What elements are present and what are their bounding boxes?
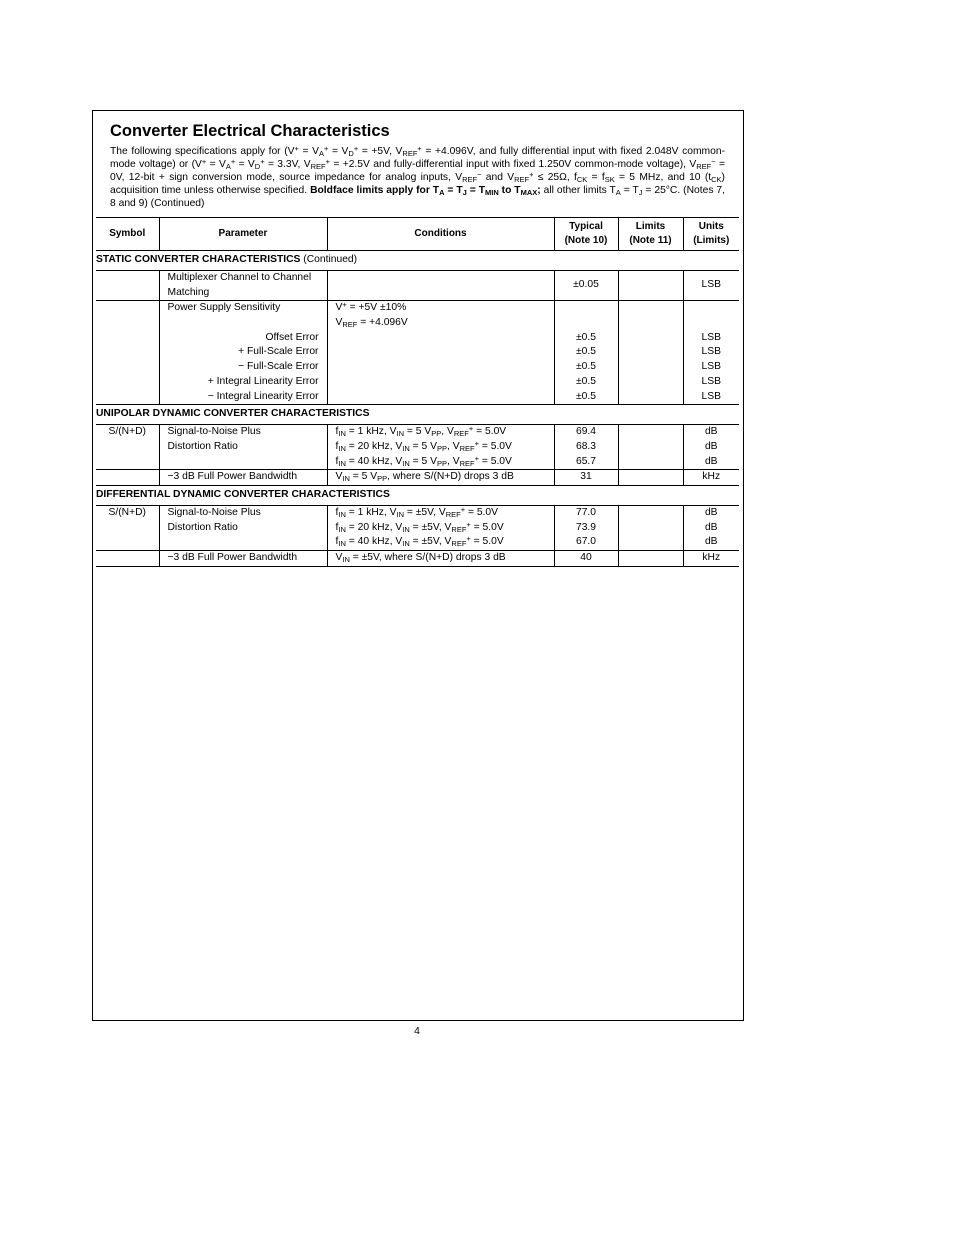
cell-symbol [96,301,159,405]
cell-units: kHz [683,470,739,486]
param-text: Distortion Ratio [167,440,238,452]
cell-parameter: −3 dB Full Power Bandwidth [159,470,327,486]
cell-units: LSB [683,271,739,301]
unit-value: dB [704,426,718,438]
typical-value: 69.4 [575,426,597,438]
typical-value: 65.7 [575,455,597,467]
unit-value: LSB [701,390,721,402]
unit-value: LSB [701,361,721,373]
cell-symbol: S/(N+D) [96,425,159,470]
condition-line: $V_{IN} = \pm 5V$, where S/(N+D) drops 3 dB [335,552,506,565]
section-title-static: STATIC CONVERTER CHARACTERISTICS (Continued) [96,251,739,271]
condition-line: $f_{IN} = 1$ kHz, $V_{IN} = \pm 5V$, $V_{REF}^+ = 5.0V$ [335,504,498,519]
table-row [96,470,739,486]
header-typical-line2: (Note 10) [564,235,608,246]
header-units-line2: (Limits) [693,235,730,246]
typical-value: 73.9 [575,521,597,533]
header-units [683,218,739,251]
unit-value: dB [704,536,718,548]
typical-value: ±0.5 [576,375,596,387]
header-limits-line2: (Note 11) [629,235,672,246]
unit-value: dB [704,440,718,452]
condition-line: $V_{REF} = +4.096V$ [335,317,408,330]
unit-value: dB [704,521,718,533]
condition-line: $f_{IN} = 40$ kHz, $V_{IN} = \pm 5V$, $V_{REF}^+ = 5.0V$ [335,534,504,549]
intro-paragraph: The following specifications apply for ($V^+ = V_A^+ = V_D^+ = +5V$, $V_{REF}^+ = +4.096V$, and fully differential input with fixed 2.048V common-mode voltage) or ($V^+ = V_A^+ = V_D^+ = 3.3V$, $V_{REF}^+ = +2.5V$ and fully-differential input with fixed 1.250V common-mode voltage), $V_{REF}^- = 0V$, 12-bit + sign conversion mode, source impedance for analog inputs, $V_{REF}^-$ and $V_{REF}^+ \le 25\Omega$, $f_{CK} = f_{SK} = 5$ MHz, and 10 $(t_{CK})$ acquisition time unless otherwise specified. Boldface limits apply for $T_A = T_J = T_{MIN}$ to $T_{MAX}$; all other limits $T_A = T_J = 25^\circ C$. (Notes 7, 8 and 9) (Continued) [110,144,725,209]
condition-line: $f_{IN} = 20$ kHz, $V_{IN} = 5$ $V_{PP}$, $V_{REF}^+ = 5.0V$ [335,438,512,453]
cell-parameter [159,301,327,405]
table-row [96,301,739,405]
cell-conditions [327,425,554,470]
param-subitem: − Integral Linearity Error [207,390,319,402]
condition-line: V+ = +5V ±10% [335,300,407,314]
cell-limits [618,425,683,470]
cell-typical [554,505,618,550]
condition-line: $V_{IN} = 5$ $V_{PP}$, where S/(N+D) drops 3 dB [335,471,514,484]
table-row [96,271,739,301]
param-text: Multiplexer Channel to Channel Matching [167,272,312,298]
table-row [96,551,739,567]
section-row-static [96,251,739,271]
cell-typical [554,425,618,470]
cell-conditions [327,470,554,486]
spec-table [96,217,739,567]
param-subitem: + Full-Scale Error [238,346,319,358]
param-text: Signal-to-Noise Plus [167,426,261,438]
condition-line: $f_{IN} = 1$ kHz, $V_{IN} = 5$ $V_{PP}$, $V_{REF}^+ = 5.0V$ [335,424,507,439]
section-row-differential [96,485,739,505]
cell-limits [618,271,683,301]
cell-limits [618,505,683,550]
header-symbol: Symbol [96,218,159,251]
header-parameter: Parameter [159,218,327,251]
page-title: Converter Electrical Characteristics [110,122,390,140]
header-typical-line1: Typical [569,221,603,232]
typical-value: 68.3 [575,440,597,452]
header-conditions: Conditions [327,218,554,251]
cell-parameter: −3 dB Full Power Bandwidth [159,551,327,567]
spacer [160,316,327,331]
cell-typical [554,301,618,405]
cell-units [683,505,739,550]
cell-conditions [327,551,554,567]
cell-symbol [96,551,159,567]
condition-line: $f_{IN} = 20$ kHz, $V_{IN} = \pm 5V$, $V_{REF}^+ = 5.0V$ [335,519,504,534]
cell-parameter [159,425,327,470]
param-text: Signal-to-Noise Plus [167,506,261,518]
cell-units [683,425,739,470]
typical-value: 77.0 [575,506,597,518]
cell-limits [618,301,683,405]
cell-limits [618,551,683,567]
cell-units [683,301,739,405]
unit-value: LSB [701,346,721,358]
param-text: Power Supply Sensitivity [167,302,281,314]
table-row [96,505,739,550]
header-limits [618,218,683,251]
unit-value: dB [704,455,718,467]
cell-parameter [159,505,327,550]
cell-limits [618,470,683,486]
page-number: 4 [414,1026,420,1037]
table-header-row [96,218,739,251]
typical-value: ±0.5 [576,361,596,373]
cell-parameter [159,271,327,301]
condition-line: $f_{IN} = 40$ kHz, $V_{IN} = 5$ $V_{PP}$, $V_{REF}^+ = 5.0V$ [335,453,512,468]
section-row-unipolar [96,405,739,425]
cell-typical: 40 [554,551,618,567]
header-limits-line1: Limits [635,221,666,232]
header-units-line1: Units [698,221,724,232]
cell-symbol: S/(N+D) [96,505,159,550]
typical-value: ±0.5 [576,390,596,402]
param-subitem: − Full-Scale Error [238,361,319,373]
cell-symbol [96,470,159,486]
param-subitem: Offset Error [265,331,319,343]
cell-conditions [327,505,554,550]
cell-units: kHz [683,551,739,567]
cell-conditions [327,271,554,301]
section-title-unipolar: UNIPOLAR DYNAMIC CONVERTER CHARACTERISTICS [96,405,739,425]
section-title-differential: DIFFERENTIAL DYNAMIC CONVERTER CHARACTERISTICS [96,485,739,505]
unit-value: LSB [701,375,721,387]
unit-value: LSB [701,331,721,343]
cell-symbol [96,271,159,301]
unit-value: dB [704,506,718,518]
typical-value: 67.0 [575,536,597,548]
table-row [96,425,739,470]
header-typical [554,218,618,251]
param-subitem: + Integral Linearity Error [207,375,319,387]
cell-typical: ±0.05 [554,271,618,301]
cell-typical: 31 [554,470,618,486]
cell-conditions [327,301,554,405]
param-text: Distortion Ratio [167,521,238,533]
typical-value: ±0.5 [576,331,596,343]
typical-value: ±0.5 [576,346,596,358]
